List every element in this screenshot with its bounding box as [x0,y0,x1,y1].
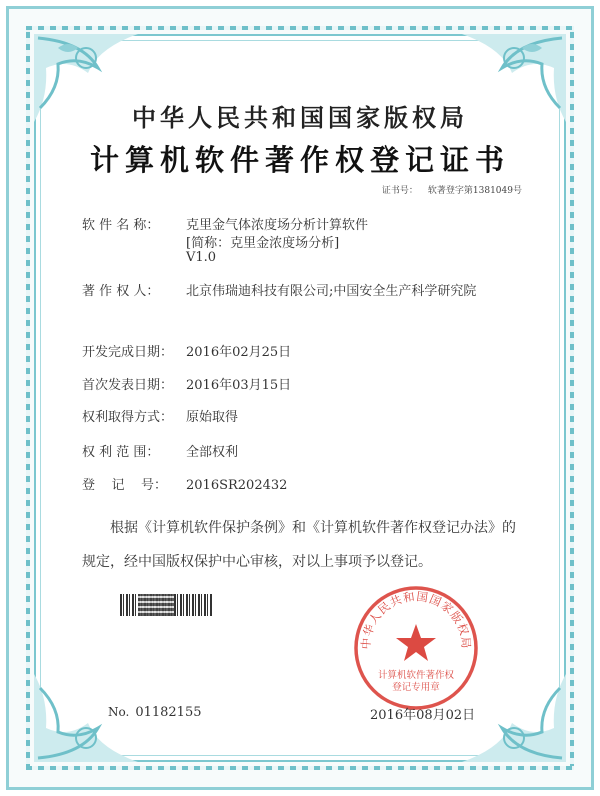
issuing-authority: 中华人民共和国国家版权局 [132,103,468,132]
certificate-number-label: 证书号： [381,186,418,196]
version: V1.0 [186,250,217,265]
reg-no-row [82,474,287,493]
serial-number [108,705,202,720]
statement-line-1: 根据《计算机软件保护条例》和《计算机软件著作权登记办法》的 [110,520,516,536]
publish-date-row [82,374,291,393]
dev-date: 2016年02月25日 [186,345,292,360]
short-name: [简称：克里金浓度场分析] [186,236,340,251]
seal-ring-text: 中华人民共和国国家版权局 [358,589,474,650]
scope-label: 权 利 范 围： [82,445,160,460]
rights-scope: 全部权利 [186,445,239,460]
software-name-row [82,214,368,233]
seal-center-line-2: 登记专用章 [392,682,440,693]
dev-date-row [82,341,291,360]
official-seal-icon [350,582,482,714]
reg-no-label: 登 记 号： [82,478,168,493]
issue-date: 2016年08月02日 [370,708,476,723]
owner-row [82,280,476,299]
certificate-number-value: 软著登字第1381049号 [427,186,522,196]
serial-value: 01182155 [135,705,202,720]
scope-row [82,441,238,460]
owner: 北京伟瑞迪科技有限公司;中国安全生产科学研究院 [186,284,477,299]
acquire-label: 权利取得方式： [82,410,174,425]
statement-line-2: 规定，经中国版权保护中心审核，对以上事项予以登记。 [82,554,432,570]
owner-label: 著 作 权 人： [82,284,160,299]
software-name-label: 软 件 名 称： [82,218,160,233]
publish-date: 2016年03月15日 [186,378,292,393]
acquire-method: 原始取得 [186,410,239,425]
software-name: 克里金气体浓度场分析计算软件 [186,218,369,233]
acquire-row [82,406,238,425]
publish-date-label: 首次发表日期： [82,378,174,393]
dev-date-label: 开发完成日期： [82,345,174,360]
seal-center-line-1: 计算机软件著作权 [377,670,455,681]
certificate-number [382,183,522,196]
serial-label: No. [108,705,130,719]
registration-number: 2016SR202432 [186,478,288,493]
barcode-icon [120,594,212,616]
qr-code-icon [138,594,174,616]
certificate-title: 计算机软件著作权登记证书 [89,143,510,177]
